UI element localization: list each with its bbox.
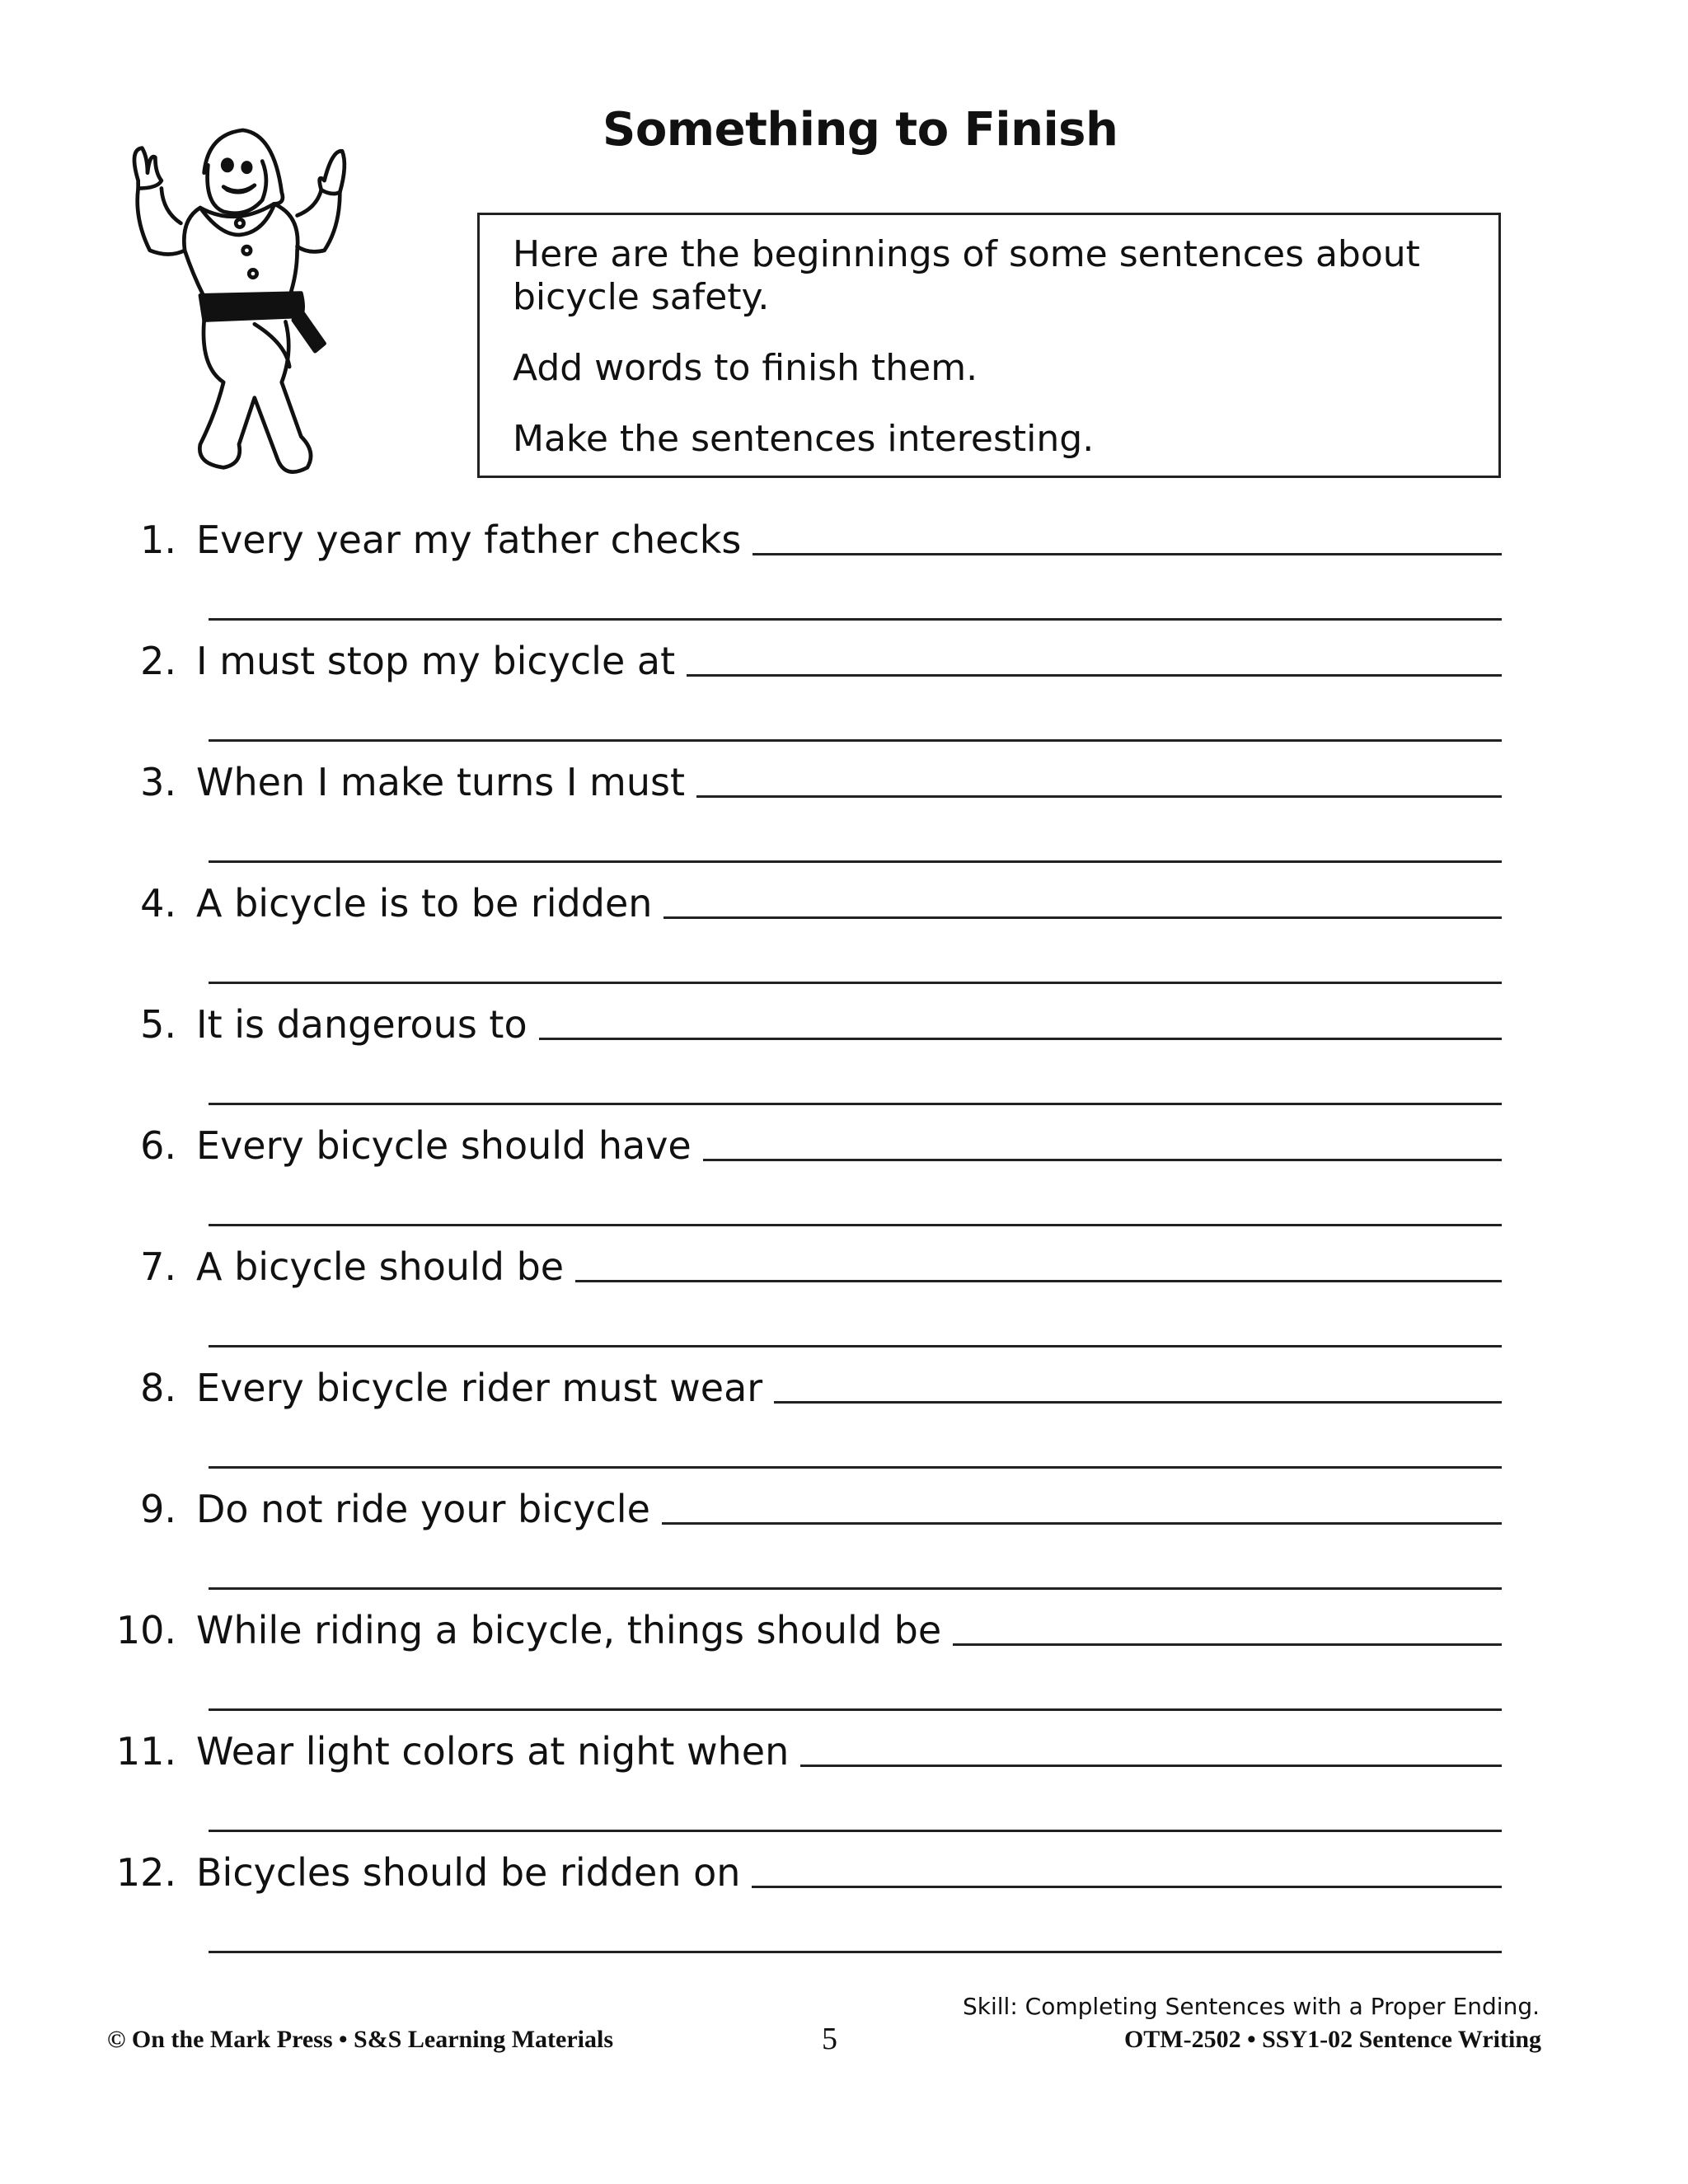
answer-line[interactable] bbox=[753, 552, 1502, 555]
answer-line-2[interactable] bbox=[209, 1708, 1502, 1711]
answer-line-2[interactable] bbox=[209, 982, 1502, 984]
sentence-item bbox=[107, 1835, 1502, 1957]
answer-line-2[interactable] bbox=[209, 1830, 1502, 1832]
sentence-start: A bicycle should be bbox=[196, 1244, 565, 1289]
sentence-item bbox=[107, 866, 1502, 987]
answer-line[interactable] bbox=[687, 673, 1502, 677]
instruction-text: Here are the beginnings of some sentences about bicycle safety. bbox=[513, 233, 1420, 318]
item-number: 12. bbox=[115, 1850, 176, 1895]
answer-line-2[interactable] bbox=[209, 1587, 1502, 1590]
item-number: 1. bbox=[140, 518, 176, 562]
page-title: Something to Finish bbox=[603, 103, 1118, 157]
answer-line[interactable] bbox=[752, 1885, 1502, 1888]
sentence-item bbox=[107, 1593, 1502, 1714]
item-number: 2. bbox=[140, 639, 176, 683]
sentence-item bbox=[107, 1714, 1502, 1835]
sentence-start: Every year my father checks bbox=[196, 518, 742, 562]
answer-line-2[interactable] bbox=[209, 1466, 1502, 1469]
sentence-start: Do not ride your bicycle bbox=[196, 1487, 650, 1531]
answer-line[interactable] bbox=[696, 794, 1502, 798]
sentence-item bbox=[107, 1108, 1502, 1230]
item-number: 10. bbox=[115, 1608, 176, 1652]
answer-line[interactable] bbox=[953, 1643, 1502, 1646]
answer-line[interactable] bbox=[663, 916, 1502, 919]
sentence-start: I must stop my bicycle at bbox=[196, 639, 676, 683]
sentence-start: Every bicycle should have bbox=[196, 1123, 692, 1168]
answer-line-2[interactable] bbox=[209, 1951, 1502, 1953]
sentence-item bbox=[107, 987, 1502, 1108]
answer-line-2[interactable] bbox=[209, 860, 1502, 863]
answer-line-2[interactable] bbox=[209, 1345, 1502, 1347]
sentence-list bbox=[107, 503, 1502, 1957]
answer-line[interactable] bbox=[662, 1521, 1502, 1525]
page-number: 5 bbox=[822, 2022, 837, 2056]
answer-line-2[interactable] bbox=[209, 618, 1502, 621]
sentence-start: Wear light colors at night when bbox=[196, 1729, 790, 1774]
item-number: 6. bbox=[140, 1123, 176, 1168]
skill-note: Skill: Completing Sentences with a Proper Ending. bbox=[963, 1993, 1540, 2020]
item-number: 4. bbox=[140, 881, 176, 926]
answer-line[interactable] bbox=[800, 1764, 1502, 1767]
sentence-start: Every bicycle rider must wear bbox=[196, 1366, 763, 1410]
sentence-start: Bicycles should be ridden on bbox=[196, 1850, 741, 1895]
answer-line[interactable] bbox=[539, 1037, 1502, 1040]
answer-line[interactable] bbox=[703, 1158, 1502, 1161]
sentence-item bbox=[107, 1472, 1502, 1593]
sentence-item bbox=[107, 1230, 1502, 1351]
sentence-item bbox=[107, 624, 1502, 745]
item-number: 8. bbox=[140, 1366, 176, 1410]
product-code: OTM-2502 • SSY1-02 Sentence Writing bbox=[1123, 2026, 1541, 2053]
sentence-start: A bicycle is to be ridden bbox=[196, 881, 653, 926]
sentence-start: When I make turns I must bbox=[196, 760, 686, 804]
publisher-credit: © On the Mark Press • S&S Learning Materials bbox=[107, 2026, 613, 2053]
answer-line-2[interactable] bbox=[209, 1103, 1502, 1105]
instruction-text: Make the sentences interesting. bbox=[513, 418, 1095, 460]
item-number: 7. bbox=[140, 1244, 176, 1289]
item-number: 5. bbox=[140, 1002, 176, 1047]
item-number: 9. bbox=[140, 1487, 176, 1531]
item-number: 11. bbox=[115, 1729, 176, 1774]
sentence-item bbox=[107, 1351, 1502, 1472]
sentence-start: It is dangerous to bbox=[196, 1002, 528, 1047]
item-number: 3. bbox=[140, 760, 176, 804]
answer-line-2[interactable] bbox=[209, 1224, 1502, 1226]
elf-mascot-illustration bbox=[107, 115, 371, 486]
answer-line[interactable] bbox=[575, 1279, 1502, 1282]
sentence-start: While riding a bicycle, things should be bbox=[196, 1608, 942, 1652]
instruction-text: Add words to finish them. bbox=[513, 347, 978, 389]
answer-line[interactable] bbox=[774, 1400, 1502, 1404]
sentence-item bbox=[107, 503, 1502, 624]
sentence-item bbox=[107, 745, 1502, 866]
instructions-box bbox=[477, 213, 1501, 478]
answer-line-2[interactable] bbox=[209, 739, 1502, 742]
